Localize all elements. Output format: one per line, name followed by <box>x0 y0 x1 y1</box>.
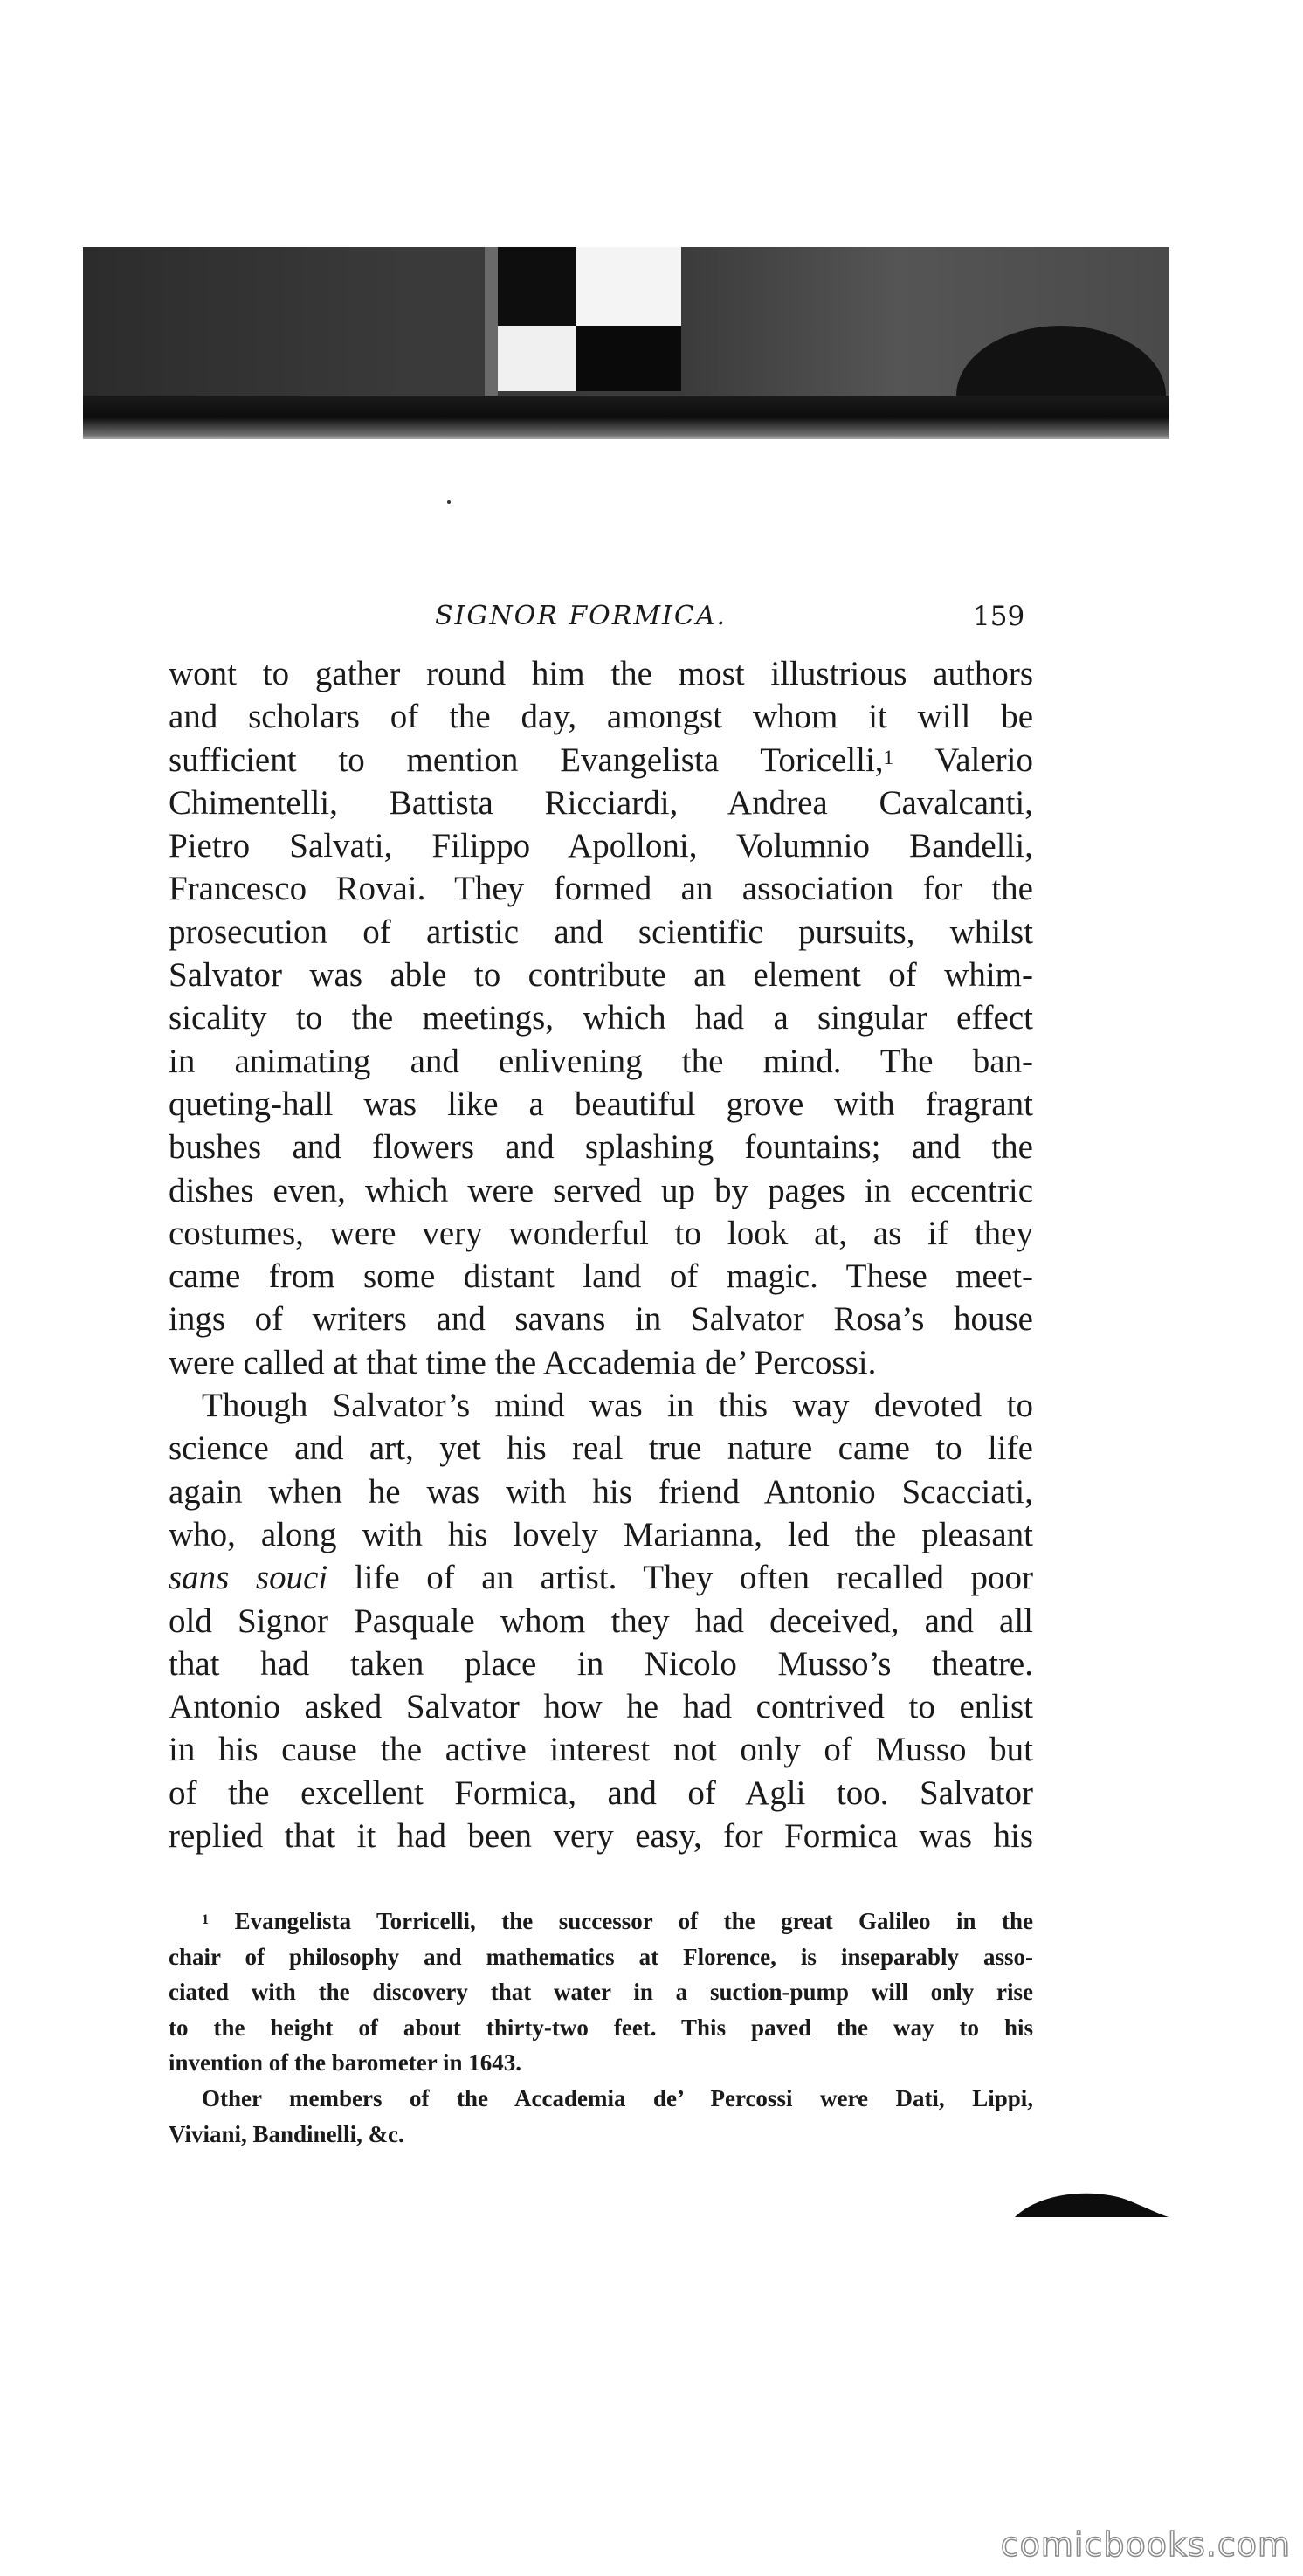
running-title: SIGNOR FORMICA. <box>435 601 727 631</box>
text-line: Chimentelli, Battista Ricciardi, Andrea Cavalcanti, <box>169 783 1033 822</box>
footnote-line: to the height of about thirty-two feet. This paved the way to his <box>169 2014 1033 2041</box>
italic-phrase: sans souci <box>169 1559 328 1597</box>
text-line: that had taken place in Nicolo Musso’s theatre. <box>169 1644 1033 1683</box>
window-pane-light <box>576 247 681 326</box>
text-segment: Evangelista Torricelli, the successor of the great Galileo in the <box>209 1908 1033 1934</box>
text-segment: Valerio <box>893 740 1033 779</box>
window-pane-dark <box>576 326 681 391</box>
watermark: comicbooks.com <box>1000 2525 1291 2564</box>
text-line: old Signor Pasquale whom they had deceived, and all <box>169 1601 1033 1640</box>
body-text <box>169 652 1033 1857</box>
text-line: science and art, yet his real true nature came to life <box>169 1429 1033 1468</box>
footnote-reference: 1 <box>883 746 894 769</box>
text-line <box>169 739 1033 782</box>
footnote-line: ciated with the discovery that water in a suction-pump will only rise <box>169 1979 1033 2006</box>
footnote-line: invention of the barometer in 1643. <box>169 2049 521 2077</box>
text-line: who, along with his lovely Marianna, led the pleasant <box>169 1515 1033 1553</box>
footnote-line: Viviani, Bandinelli, &c. <box>169 2120 404 2147</box>
footnote-marker: 1 <box>202 1911 210 1927</box>
text-line: and scholars of the day, amongst whom it will be <box>169 698 1033 736</box>
text-line: Francesco Rovai. They formed an association for the <box>169 870 1033 908</box>
text-line <box>169 1556 1033 1599</box>
window-pane-light <box>498 326 576 391</box>
text-line: sicality to the meetings, which had a singular effect <box>169 999 1033 1037</box>
text-segment: sufficient to mention Evangelista Toricelli, <box>169 740 884 779</box>
text-line: Though Salvator’s mind was in this way devoted to <box>202 1387 1033 1425</box>
window-frame <box>485 247 498 396</box>
footnotes <box>169 1904 1033 2152</box>
text-line: queting-hall was like a beautiful grove with fragrant <box>169 1085 1033 1123</box>
text-line: Salvator was able to contribute an element of whim- <box>169 956 1033 995</box>
text-line: were called at that time the Accademia de’ Percossi. <box>169 1343 877 1381</box>
text-line: in animating and enlivening the mind. The ban- <box>169 1042 1033 1080</box>
text-line: costumes, were very wonderful to look at, as if they <box>169 1214 1033 1252</box>
text-line: prosecution of artistic and scientific pursuits, whilst <box>169 913 1033 951</box>
footnote-line: Other members of the Accademia de’ Percossi were Dati, Lippi, <box>202 2084 1033 2111</box>
page-number: 159 <box>973 601 1025 632</box>
footnote-line <box>169 1904 1033 1939</box>
text-line: Pietro Salvati, Filippo Apolloni, Volumnio Bandelli, <box>169 827 1033 865</box>
text-line: came from some distant land of magic. These meet- <box>169 1257 1033 1296</box>
ground-strip <box>83 396 1169 439</box>
ink-speck <box>447 500 451 504</box>
text-line: in his cause the active interest not only of Musso but <box>169 1731 1033 1769</box>
top-photograph-fragment <box>83 247 1169 439</box>
text-line: again when he was with his friend Antonio Scacciati, <box>169 1472 1033 1511</box>
text-line: ings of writers and savans in Salvator Rosa’s house <box>169 1300 1033 1339</box>
text-line: bushes and flowers and splashing fountains; and the <box>169 1128 1033 1167</box>
text-line: dishes even, which were served up by pages in eccentric <box>169 1171 1033 1209</box>
text-line: of the excellent Formica, and of Agli too. Salvator <box>169 1774 1033 1812</box>
footnote-line: chair of philosophy and mathematics at Florence, is inseparably asso- <box>169 1943 1033 1970</box>
text-segment: life of an artist. They often recalled poor <box>327 1559 1033 1597</box>
ink-blot <box>1013 2187 1170 2219</box>
window-pane-dark <box>498 247 576 326</box>
running-head <box>166 601 1039 636</box>
text-line: Antonio asked Salvator how he had contrived to enlist <box>169 1688 1033 1726</box>
text-line: wont to gather round him the most illustrious authors <box>169 655 1033 692</box>
text-line: replied that it had been very easy, for Formica was his <box>169 1817 1033 1856</box>
